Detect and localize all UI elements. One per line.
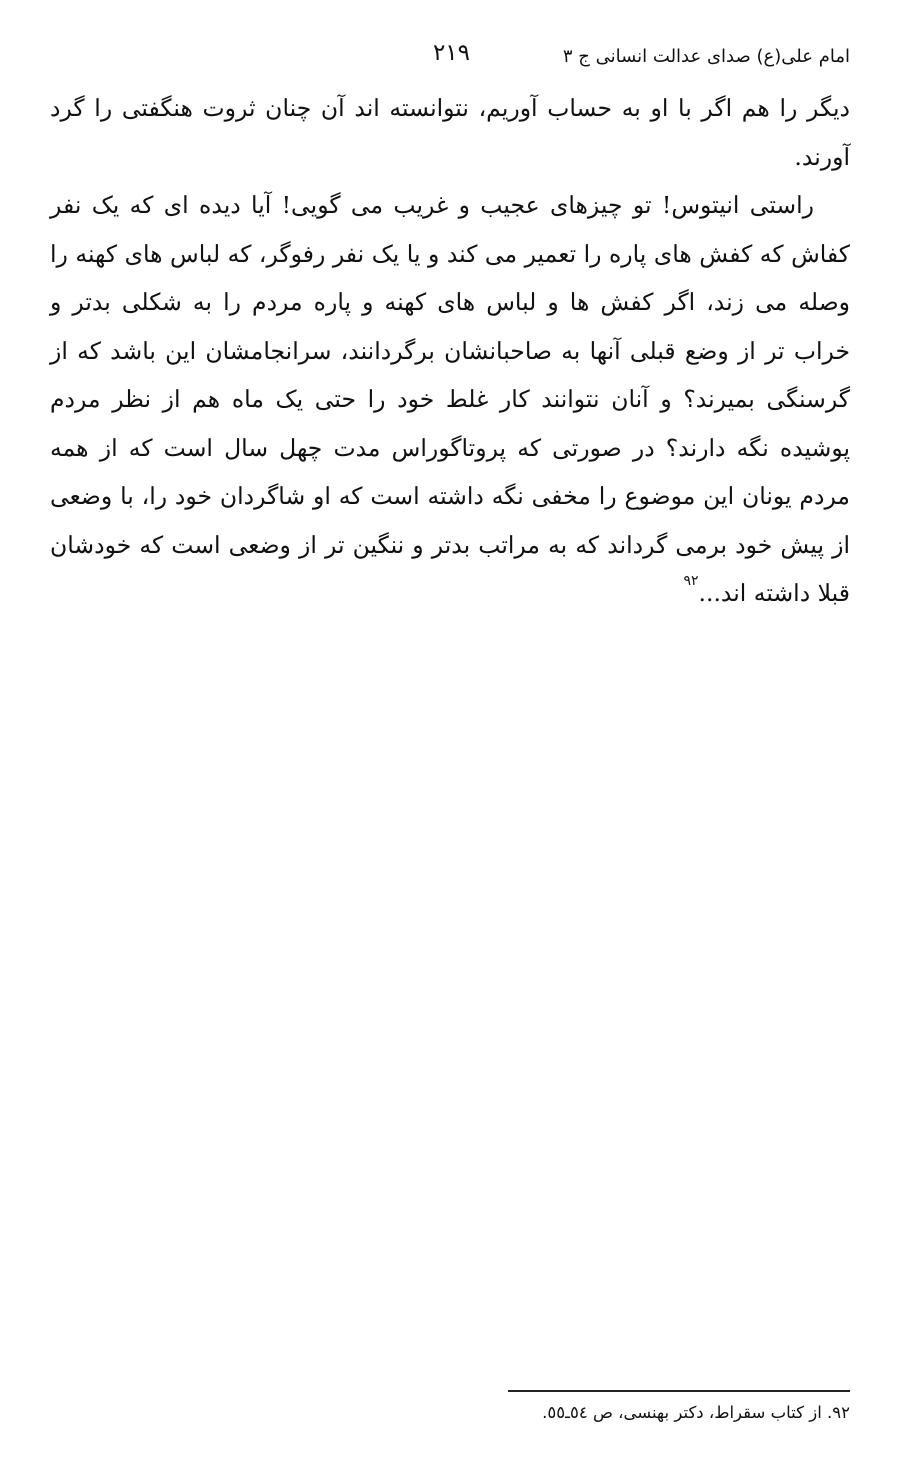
page-header (50, 40, 850, 80)
paragraph-text: راستی انیتوس! تو چیزهای عجیب و غریب می گویی! آیا دیده ای که یک نفر کفاش که کفش های پاره را تعمیر می کند و یا یک نفر رفوگر، که لباس های کهنه را وصله می زند، اگر کفش ها و لباس های کهنه و پاره مردم را به شکلی بدتر و خراب تر از وضع قبلی آنها به صاحبانشان برگردانند، سرانجامشان این باشد که از گرسنگی بمیرند؟ و آنان نتوانند کار غلط خود را حتی یک ماه هم از نظر مردم پوشیده نگه دارند؟ در صورتی که پروتاگوراس مدت چهل سال است که از همه مردم یونان این موضوع را مخفی نگه داشته است که او شاگردان خود را، با وضعی از پیش خود برمی گرداند که به مراتب بدتر و ننگین تر از وضعی است که خودشان قبلا داشته اند... (50, 191, 850, 607)
paragraph (50, 84, 850, 181)
footnote-divider (508, 1390, 850, 1392)
paragraph-text: دیگر را هم اگر با او به حساب آوریم، نتوانسته اند آن چنان ثروت هنگفتی را گرد آورند. (50, 94, 850, 171)
footnote: ۹۲. از کتاب سقراط، دکتر بهنسی، ص ٥٤ـ٥٥. (542, 1403, 850, 1422)
paragraph (50, 181, 850, 618)
footnote-reference[interactable]: ۹۲ (683, 573, 699, 589)
running-title: امام علی(ع) صدای عدالت انسانی ج ۳ (562, 46, 850, 67)
main-text (50, 84, 850, 618)
page-number: ۲۱۹ (432, 40, 470, 66)
